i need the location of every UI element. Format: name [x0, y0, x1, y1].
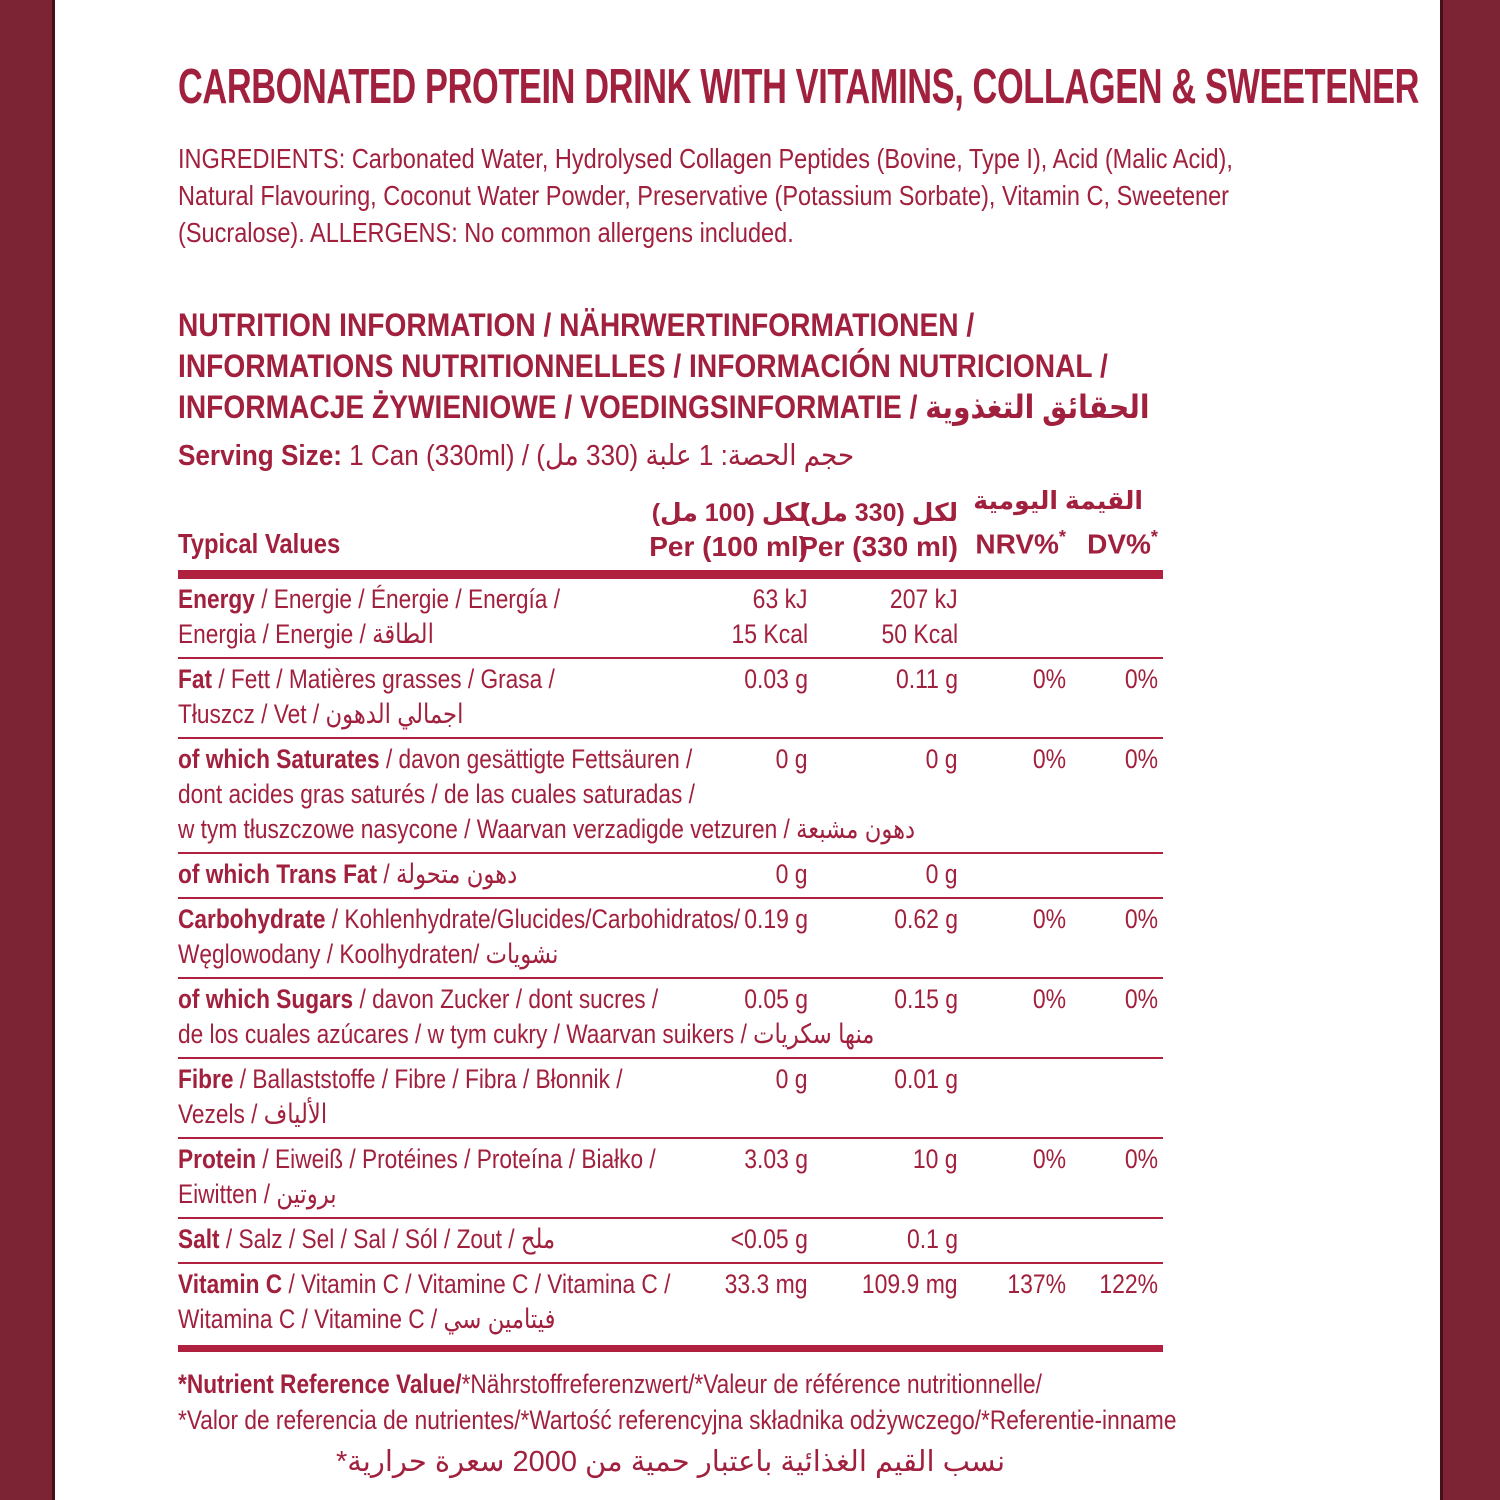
nutrient-label: w tym tłuszczowe nasycone / Waarvan verzadigde vetzuren / دهون مشبعة — [178, 814, 916, 844]
footnote-arabic: *نسب القيم الغذائية باعتبار حمية من 2000 سعرة حرارية — [335, 1446, 1006, 1478]
value-per-330ml: 0.15 g — [894, 984, 958, 1014]
value-per-100ml: 0 g — [776, 859, 808, 889]
value-per-330ml: 109.9 mg — [862, 1269, 958, 1299]
value-per-330ml: 0.11 g — [895, 664, 958, 694]
nutrition-heading-line: NUTRITION INFORMATION / NÄHRWERTINFORMATIONEN / — [178, 307, 975, 343]
table-header-row — [178, 484, 1163, 564]
serving-size-arabic: حجم الحصة: 1 علبة (330 مل) — [536, 440, 855, 472]
nutrient-label: of which Sugars / davon Zucker / dont sucres / — [178, 984, 659, 1014]
value-per-100ml: 3.03 g — [744, 1144, 808, 1174]
serving-size-label: Serving Size: — [178, 440, 342, 472]
value-nrv: 0% — [1032, 1144, 1066, 1174]
nutrient-label: Vitamin C / Vitamin C / Vitamine C / Vitamina C / — [178, 1269, 671, 1299]
table-bottom-rule — [178, 1345, 1163, 1352]
nutrient-row-vitamin-c — [178, 1262, 1163, 1342]
value-per-100ml: 63 kJ — [753, 584, 808, 614]
value-per-330ml: 0.01 g — [894, 1064, 958, 1094]
ingredients-line: INGREDIENTS: Carbonated Water, Hydrolysed Collagen Peptides (Bovine, Type I), Acid (Malic Acid), — [178, 143, 1233, 174]
nutrition-info-heading — [178, 305, 1343, 428]
value-per-330ml: 0.62 g — [894, 904, 958, 934]
value-dv: 0% — [1124, 744, 1158, 774]
daily-value-arabic-header: القيمة اليومية — [973, 487, 1143, 515]
ingredients-line: (Sucralose). ALLERGENS: No common allergens included. — [178, 217, 794, 248]
per-330ml-arabic: لكل (330 مل) — [801, 499, 958, 527]
nutrient-label: Tłuszcz / Vet / اجمالي الدهون — [178, 699, 464, 729]
nutrient-label: de los cuales azúcares / w tym cukry / Waarvan suikers / منها سكريات — [178, 1019, 875, 1049]
nutrient-label: Eiwitten / بروتين — [178, 1179, 337, 1209]
typical-values-header: Typical Values — [178, 528, 341, 559]
nutrient-label: Fibre / Ballaststoffe / Fibre / Fibra / Błonnik / — [178, 1064, 623, 1094]
footnote-line: *Nutrient Reference Value/*Nährstoffreferenzwert/*Valeur de référence nutritionnelle/ — [178, 1369, 1042, 1399]
nutrient-label: of which Trans Fat / دهون متحولة — [178, 859, 518, 889]
product-title: CARBONATED PROTEIN DRINK WITH VITAMINS, COLLAGEN & SWEETENER — [178, 60, 1420, 114]
nutrient-label: Energia / Energie / الطاقة — [178, 619, 434, 649]
value-per-100ml: 0.03 g — [744, 664, 808, 694]
value-dv: 0% — [1124, 1144, 1158, 1174]
nutrient-label: Vezels / الألياف — [178, 1099, 328, 1129]
value-per-330ml: 207 kJ — [890, 584, 958, 614]
nutrient-label: Węglowodany / Koolhydraten/ نشويات — [178, 939, 559, 969]
value-dv: 0% — [1124, 984, 1158, 1014]
value-nrv: 0% — [1032, 984, 1066, 1014]
nutrition-heading-line: INFORMATIONS NUTRITIONNELLES / INFORMACIÓN NUTRICIONAL / — [178, 348, 1108, 384]
nutrient-row-carbohydrate — [178, 897, 1163, 977]
nutrition-table-body — [178, 579, 1163, 1342]
value-per-100ml: 33.3 mg — [725, 1269, 808, 1299]
value-per-330ml: 10 g — [913, 1144, 958, 1174]
right-border-bar — [1440, 0, 1500, 1500]
nutrition-table — [178, 484, 1163, 1352]
nutrient-row-energy — [178, 579, 1163, 657]
value-dv: 0% — [1124, 904, 1158, 934]
column-header-nrv: NRV%* — [975, 526, 1066, 559]
nutrient-label: of which Saturates / davon gesättigte Fettsäuren / — [178, 744, 693, 774]
column-header-per-100ml — [649, 496, 808, 564]
nutrient-label: Salt / Salz / Sel / Sal / Sól / Zout / ملح — [178, 1224, 556, 1254]
value-per-330ml: 50 Kcal — [881, 619, 958, 649]
value-nrv: 0% — [1032, 904, 1066, 934]
nutrient-row-sugars — [178, 977, 1163, 1057]
value-nrv: 0% — [1032, 744, 1066, 774]
column-header-dv: DV%* — [1087, 526, 1158, 559]
nutrient-row-fat — [178, 657, 1163, 737]
column-header-per-330ml — [799, 496, 958, 564]
nutrient-label: Carbohydrate / Kohlenhydrate/Glucides/Carbohidratos/ — [178, 904, 741, 934]
footnote-line: *Valor de referencia de nutrientes/*Wartość referencyjna składnika odżywczego/*Referentie-inname — [178, 1405, 1177, 1435]
nutrient-label: Protein / Eiweiß / Protéines / Proteína / Białko / — [178, 1144, 656, 1174]
ingredients-paragraph — [178, 140, 1343, 251]
nutrient-label: Fat / Fett / Matières grasses / Grasa / — [178, 664, 555, 694]
nutrient-label: Energy / Energie / Énergie / Energía / — [178, 584, 561, 614]
value-per-100ml: 0 g — [776, 744, 808, 774]
left-border-bar — [0, 0, 55, 1500]
value-per-330ml: 0 g — [926, 744, 958, 774]
value-nrv: 0% — [1032, 664, 1066, 694]
header-rule — [178, 570, 1163, 579]
nutrition-heading-line: INFORMACJE ŻYWIENIOWE / VOEDINGSINFORMATIE / الحقائق التغذوية — [178, 389, 1150, 425]
nrv-asterisk: * — [1058, 526, 1066, 547]
per-100ml-arabic: لكل (100 مل) — [651, 499, 808, 527]
value-per-100ml: <0.05 g — [730, 1224, 808, 1254]
value-nrv: 137% — [1007, 1269, 1066, 1299]
dv-asterisk: * — [1150, 526, 1158, 547]
value-per-330ml: 0 g — [926, 859, 958, 889]
value-per-100ml: 0.19 g — [744, 904, 808, 934]
nutrient-label: Witamina C / Vitamine C / فيتامين سي — [178, 1304, 556, 1334]
value-per-100ml: 0.05 g — [744, 984, 808, 1014]
value-per-100ml: 15 Kcal — [731, 619, 808, 649]
serving-size-line — [178, 438, 1343, 474]
nutrient-label: dont acides gras saturés / de las cuales saturadas / — [178, 779, 695, 809]
value-per-330ml: 0.1 g — [906, 1224, 958, 1254]
nutrient-row-saturates — [178, 737, 1163, 852]
nutrient-row-fibre — [178, 1057, 1163, 1137]
nutrient-row-trans-fat — [178, 852, 1163, 897]
footnote-lines — [178, 1366, 1343, 1438]
value-dv: 122% — [1099, 1269, 1158, 1299]
per-330ml-label: Per (330 ml) — [799, 531, 958, 562]
value-dv: 0% — [1124, 664, 1158, 694]
serving-size-value: 1 Can (330ml) / — [341, 440, 537, 472]
label-content — [178, 0, 1420, 1480]
ingredients-line: Natural Flavouring, Coconut Water Powder, Preservative (Potassium Sorbate), Vitamin C, Sweetener — [178, 180, 1230, 211]
value-per-100ml: 0 g — [776, 1064, 808, 1094]
nutrient-row-protein — [178, 1137, 1163, 1217]
nutrient-row-salt — [178, 1217, 1163, 1262]
per-100ml-label: Per (100 ml) — [649, 531, 808, 562]
footnotes — [178, 1366, 1343, 1480]
